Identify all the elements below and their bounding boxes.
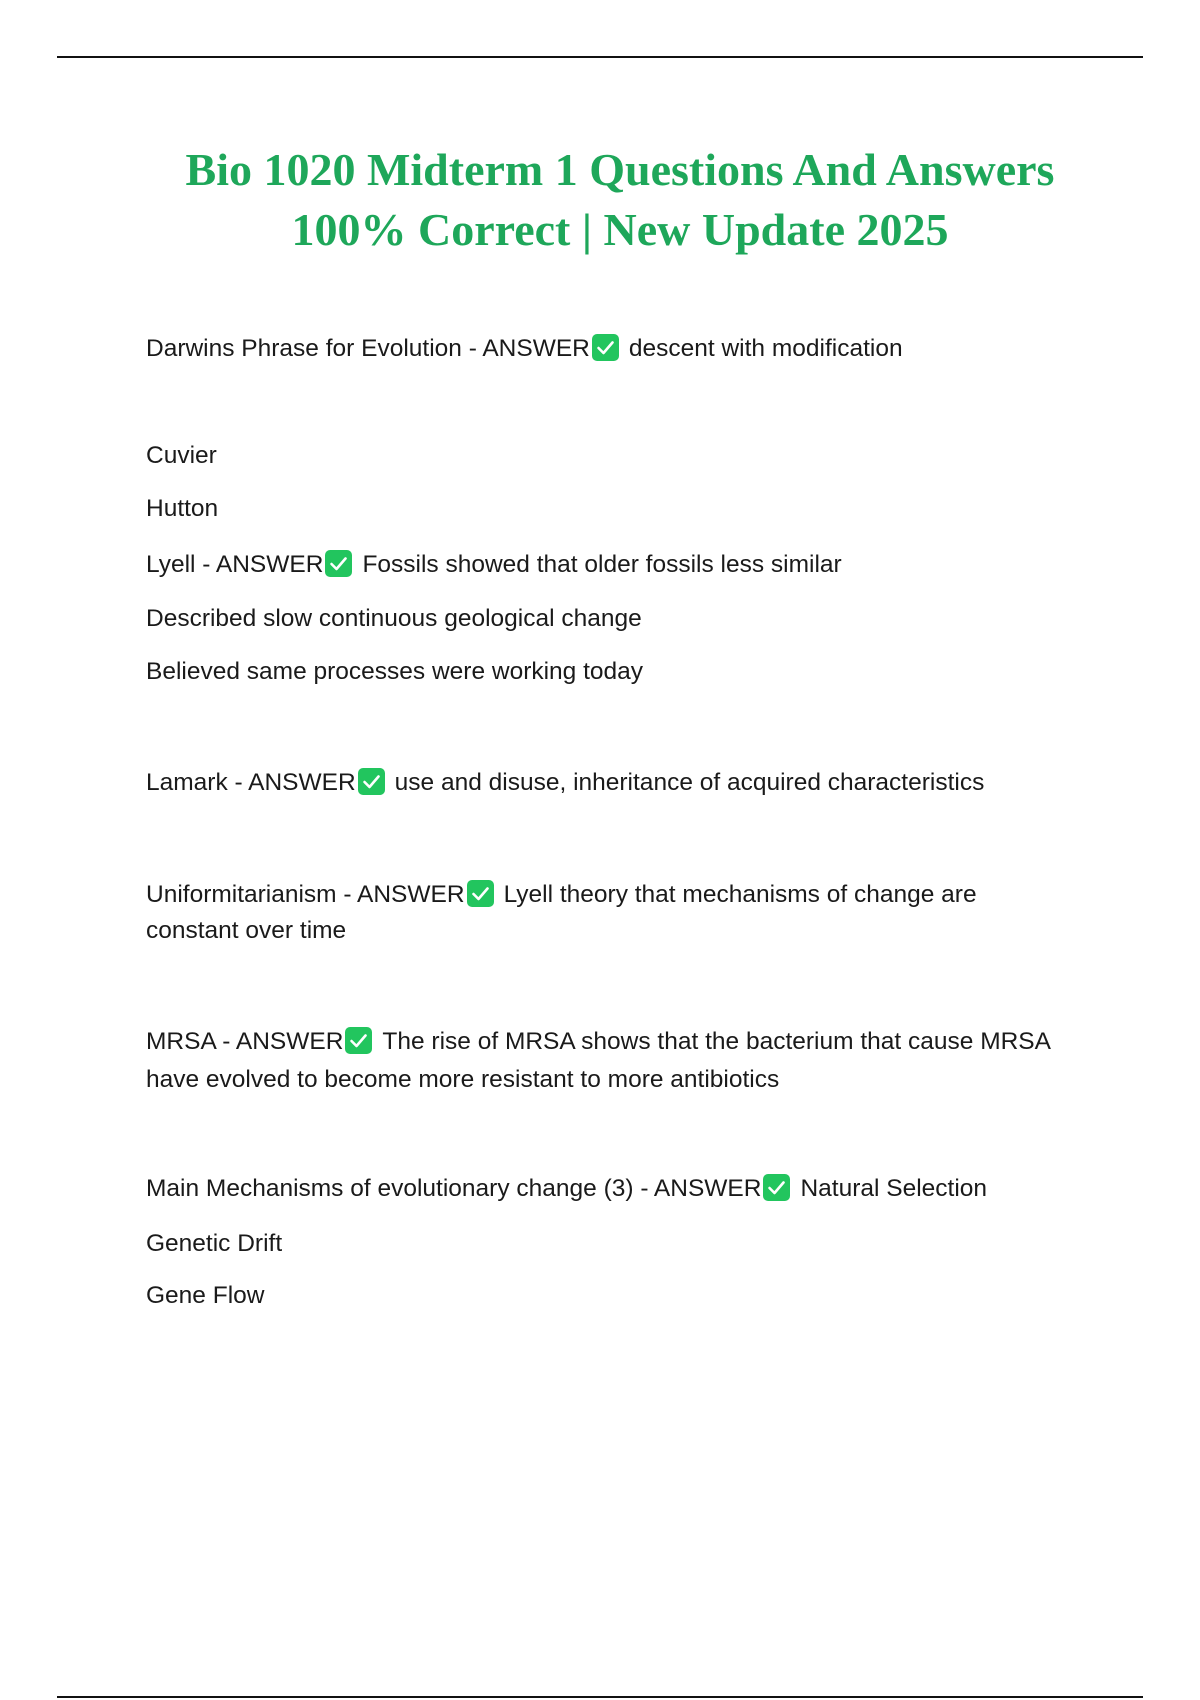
- list-item-cuvier: Cuvier: [146, 442, 217, 469]
- answer-text: Natural Selection: [800, 1175, 988, 1202]
- question-text: Lyell - ANSWER: [146, 551, 324, 578]
- answer-text: descent with modification: [628, 335, 903, 362]
- answer-text: Lyell theory that mechanisms of change are: [503, 881, 977, 908]
- qa-entry-lamark: [146, 764, 1096, 802]
- check-mark-icon: [358, 768, 385, 795]
- question-text: Main Mechanisms of evolutionary change (3) - ANSWER: [146, 1175, 762, 1202]
- question-text: Darwins Phrase for Evolution - ANSWER: [146, 335, 590, 362]
- answer-continuation: Described slow continuous geological change: [146, 605, 642, 632]
- answer-continuation: Believed same processes were working today: [146, 658, 644, 685]
- question-text: Lamark - ANSWER: [146, 769, 356, 796]
- check-mark-icon: [345, 1027, 372, 1054]
- bottom-rule: [57, 1696, 1143, 1698]
- check-mark-icon: [592, 334, 619, 361]
- answer-text: use and disuse, inheritance of acquired characteristics: [394, 769, 985, 796]
- qa-entry-uniformitarianism: [146, 876, 1096, 914]
- title-line-2: 100% Correct | New Update 2025: [291, 204, 949, 255]
- answer-continuation: Gene Flow: [146, 1282, 265, 1309]
- answer-text: Fossils showed that older fossils less similar: [362, 551, 842, 578]
- check-mark-icon: [763, 1174, 790, 1201]
- qa-entry-mechanisms: [146, 1170, 1096, 1208]
- answer-continuation: constant over time: [146, 917, 347, 944]
- list-item-hutton: Hutton: [146, 495, 219, 522]
- check-mark-icon: [325, 550, 352, 577]
- qa-entry-lyell: [146, 546, 1096, 584]
- answer-continuation: Genetic Drift: [146, 1230, 283, 1257]
- answer-continuation: have evolved to become more resistant to more antibiotics: [146, 1066, 780, 1093]
- check-mark-icon: [467, 880, 494, 907]
- question-text: Uniformitarianism - ANSWER: [146, 881, 465, 908]
- question-text: MRSA - ANSWER: [146, 1028, 344, 1055]
- document-title: [100, 140, 1140, 260]
- qa-entry-mrsa: [146, 1023, 1096, 1061]
- qa-entry-darwin: [146, 330, 1096, 368]
- top-rule: [57, 56, 1143, 58]
- answer-text: The rise of MRSA shows that the bacterium that cause MRSA: [382, 1028, 1051, 1055]
- title-line-1: Bio 1020 Midterm 1 Questions And Answers: [185, 144, 1055, 195]
